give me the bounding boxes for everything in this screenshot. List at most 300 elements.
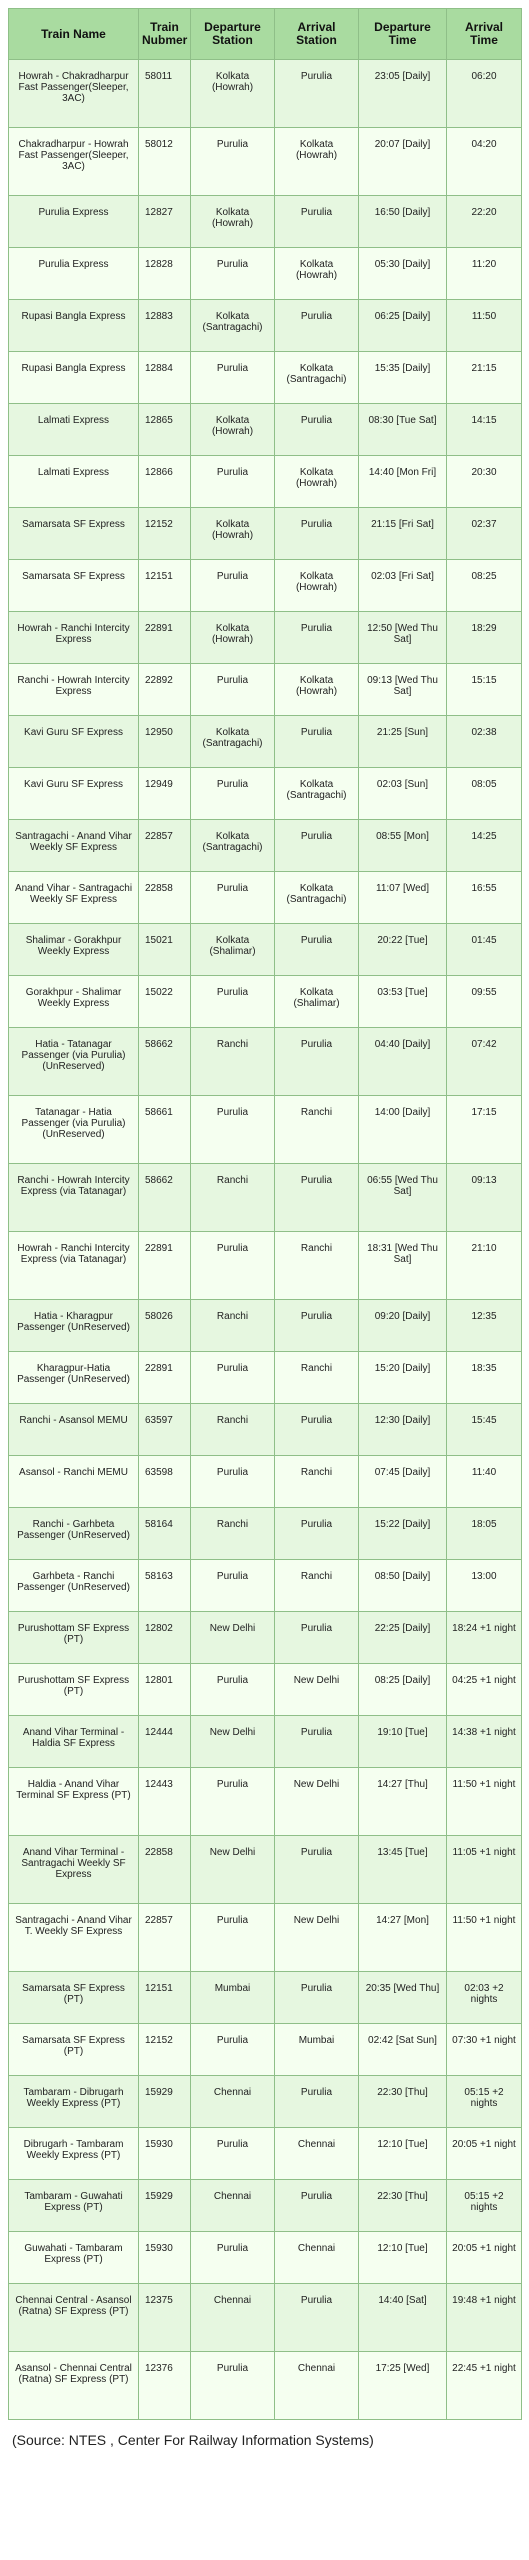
train-name-cell: Asansol - Ranchi MEMU bbox=[9, 1456, 139, 1508]
train-name-cell: Shalimar - Gorakhpur Weekly Express bbox=[9, 924, 139, 976]
table-row bbox=[9, 2232, 522, 2284]
departure-time-cell: 14:27 [Mon] bbox=[359, 1904, 447, 1972]
arrival-time-cell: 11:50 +1 night bbox=[447, 1904, 522, 1972]
arrival-station-cell: Ranchi bbox=[275, 1560, 359, 1612]
table-row bbox=[9, 508, 522, 560]
train-number-cell: 12801 bbox=[139, 1664, 191, 1716]
departure-station-cell: Purulia bbox=[191, 456, 275, 508]
table-row bbox=[9, 456, 522, 508]
table-row bbox=[9, 60, 522, 128]
train-name-cell: Lalmati Express bbox=[9, 456, 139, 508]
departure-station-cell: Kolkata (Howrah) bbox=[191, 196, 275, 248]
arrival-time-cell: 21:10 bbox=[447, 1232, 522, 1300]
train-name-cell: Garhbeta - Ranchi Passenger (UnReserved) bbox=[9, 1560, 139, 1612]
train-number-cell: 12152 bbox=[139, 508, 191, 560]
arrival-station-cell: Kolkata (Howrah) bbox=[275, 248, 359, 300]
train-name-cell: Ranchi - Howrah Intercity Express bbox=[9, 664, 139, 716]
train-number-cell: 15022 bbox=[139, 976, 191, 1028]
arrival-station-cell: Kolkata (Howrah) bbox=[275, 456, 359, 508]
arrival-time-cell: 18:05 bbox=[447, 1508, 522, 1560]
train-number-cell: 12883 bbox=[139, 300, 191, 352]
departure-time-cell: 06:55 [Wed Thu Sat] bbox=[359, 1164, 447, 1232]
table-row bbox=[9, 1300, 522, 1352]
departure-time-cell: 02:03 [Fri Sat] bbox=[359, 560, 447, 612]
arrival-time-cell: 20:05 +1 night bbox=[447, 2128, 522, 2180]
train-number-cell: 22857 bbox=[139, 820, 191, 872]
train-name-cell: Tatanagar - Hatia Passenger (via Purulia) (UnReserved) bbox=[9, 1096, 139, 1164]
train-number-cell: 58662 bbox=[139, 1164, 191, 1232]
table-row bbox=[9, 716, 522, 768]
departure-station-cell: Purulia bbox=[191, 2128, 275, 2180]
departure-time-cell: 22:30 [Thu] bbox=[359, 2076, 447, 2128]
departure-station-cell: Purulia bbox=[191, 1352, 275, 1404]
arrival-station-cell: Purulia bbox=[275, 1612, 359, 1664]
train-number-cell: 12865 bbox=[139, 404, 191, 456]
arrival-time-cell: 08:05 bbox=[447, 768, 522, 820]
header-row bbox=[9, 9, 522, 60]
table-row bbox=[9, 768, 522, 820]
departure-station-cell: Purulia bbox=[191, 1904, 275, 1972]
train-name-cell: Chakradharpur - Howrah Fast Passenger(Sleeper, 3AC) bbox=[9, 128, 139, 196]
table-row bbox=[9, 2284, 522, 2352]
departure-station-cell: Kolkata (Santragachi) bbox=[191, 716, 275, 768]
departure-station-cell: New Delhi bbox=[191, 1836, 275, 1904]
departure-time-cell: 09:13 [Wed Thu Sat] bbox=[359, 664, 447, 716]
departure-time-cell: 21:25 [Sun] bbox=[359, 716, 447, 768]
departure-time-cell: 22:30 [Thu] bbox=[359, 2180, 447, 2232]
train-name-cell: Samarsata SF Express bbox=[9, 508, 139, 560]
header-train-number: Train Nubmer bbox=[139, 9, 191, 60]
train-number-cell: 12376 bbox=[139, 2352, 191, 2420]
train-number-cell: 58662 bbox=[139, 1028, 191, 1096]
train-number-cell: 12152 bbox=[139, 2024, 191, 2076]
departure-time-cell: 19:10 [Tue] bbox=[359, 1716, 447, 1768]
departure-station-cell: Kolkata (Howrah) bbox=[191, 612, 275, 664]
train-name-cell: Kavi Guru SF Express bbox=[9, 768, 139, 820]
arrival-station-cell: Purulia bbox=[275, 1164, 359, 1232]
arrival-time-cell: 18:29 bbox=[447, 612, 522, 664]
table-row bbox=[9, 1836, 522, 1904]
arrival-station-cell: Purulia bbox=[275, 2076, 359, 2128]
train-name-cell: Howrah - Ranchi Intercity Express bbox=[9, 612, 139, 664]
arrival-time-cell: 02:37 bbox=[447, 508, 522, 560]
train-number-cell: 12866 bbox=[139, 456, 191, 508]
departure-time-cell: 14:27 [Thu] bbox=[359, 1768, 447, 1836]
arrival-time-cell: 14:25 bbox=[447, 820, 522, 872]
arrival-station-cell: Purulia bbox=[275, 196, 359, 248]
departure-station-cell: Purulia bbox=[191, 664, 275, 716]
table-row bbox=[9, 612, 522, 664]
table-row bbox=[9, 1716, 522, 1768]
train-name-cell: Santragachi - Anand Vihar Weekly SF Express bbox=[9, 820, 139, 872]
train-number-cell: 12828 bbox=[139, 248, 191, 300]
departure-time-cell: 12:50 [Wed Thu Sat] bbox=[359, 612, 447, 664]
arrival-time-cell: 09:55 bbox=[447, 976, 522, 1028]
departure-time-cell: 14:40 [Mon Fri] bbox=[359, 456, 447, 508]
train-number-cell: 12884 bbox=[139, 352, 191, 404]
table-row bbox=[9, 1456, 522, 1508]
arrival-time-cell: 02:38 bbox=[447, 716, 522, 768]
arrival-station-cell: New Delhi bbox=[275, 1664, 359, 1716]
departure-station-cell: Purulia bbox=[191, 768, 275, 820]
arrival-station-cell: Chennai bbox=[275, 2128, 359, 2180]
table-row bbox=[9, 1560, 522, 1612]
departure-time-cell: 07:45 [Daily] bbox=[359, 1456, 447, 1508]
arrival-time-cell: 18:24 +1 night bbox=[447, 1612, 522, 1664]
train-number-cell: 58661 bbox=[139, 1096, 191, 1164]
departure-time-cell: 11:07 [Wed] bbox=[359, 872, 447, 924]
train-number-cell: 12950 bbox=[139, 716, 191, 768]
arrival-time-cell: 04:20 bbox=[447, 128, 522, 196]
train-number-cell: 58026 bbox=[139, 1300, 191, 1352]
arrival-station-cell: Purulia bbox=[275, 2180, 359, 2232]
arrival-station-cell: Purulia bbox=[275, 716, 359, 768]
departure-time-cell: 12:10 [Tue] bbox=[359, 2232, 447, 2284]
train-name-cell: Gorakhpur - Shalimar Weekly Express bbox=[9, 976, 139, 1028]
arrival-time-cell: 21:15 bbox=[447, 352, 522, 404]
table-row bbox=[9, 1612, 522, 1664]
departure-time-cell: 15:35 [Daily] bbox=[359, 352, 447, 404]
departure-time-cell: 05:30 [Daily] bbox=[359, 248, 447, 300]
source-caption: (Source: NTES , Center For Railway Information Systems) bbox=[12, 2432, 374, 2448]
arrival-time-cell: 18:35 bbox=[447, 1352, 522, 1404]
arrival-station-cell: Purulia bbox=[275, 1028, 359, 1096]
departure-time-cell: 08:30 [Tue Sat] bbox=[359, 404, 447, 456]
train-name-cell: Santragachi - Anand Vihar T. Weekly SF Express bbox=[9, 1904, 139, 1972]
train-number-cell: 12151 bbox=[139, 560, 191, 612]
arrival-station-cell: Purulia bbox=[275, 2284, 359, 2352]
train-number-cell: 15930 bbox=[139, 2128, 191, 2180]
departure-time-cell: 15:22 [Daily] bbox=[359, 1508, 447, 1560]
departure-time-cell: 20:22 [Tue] bbox=[359, 924, 447, 976]
train-name-cell: Rupasi Bangla Express bbox=[9, 300, 139, 352]
train-name-cell: Purulia Express bbox=[9, 248, 139, 300]
arrival-time-cell: 17:15 bbox=[447, 1096, 522, 1164]
departure-time-cell: 15:20 [Daily] bbox=[359, 1352, 447, 1404]
departure-time-cell: 14:00 [Daily] bbox=[359, 1096, 447, 1164]
arrival-station-cell: Kolkata (Shalimar) bbox=[275, 976, 359, 1028]
train-name-cell: Samarsata SF Express bbox=[9, 560, 139, 612]
table-row bbox=[9, 1028, 522, 1096]
arrival-time-cell: 01:45 bbox=[447, 924, 522, 976]
train-name-cell: Haldia - Anand Vihar Terminal SF Express (PT) bbox=[9, 1768, 139, 1836]
table-row bbox=[9, 976, 522, 1028]
train-number-cell: 63598 bbox=[139, 1456, 191, 1508]
train-number-cell: 22858 bbox=[139, 1836, 191, 1904]
table-row bbox=[9, 664, 522, 716]
departure-time-cell: 23:05 [Daily] bbox=[359, 60, 447, 128]
train-name-cell: Purulia Express bbox=[9, 196, 139, 248]
header-arrival-time: Arrival Time bbox=[447, 9, 522, 60]
arrival-station-cell: Ranchi bbox=[275, 1232, 359, 1300]
arrival-station-cell: Kolkata (Santragachi) bbox=[275, 872, 359, 924]
train-name-cell: Kharagpur-Hatia Passenger (UnReserved) bbox=[9, 1352, 139, 1404]
departure-time-cell: 04:40 [Daily] bbox=[359, 1028, 447, 1096]
arrival-station-cell: Mumbai bbox=[275, 2024, 359, 2076]
arrival-time-cell: 15:45 bbox=[447, 1404, 522, 1456]
departure-time-cell: 20:07 [Daily] bbox=[359, 128, 447, 196]
train-number-cell: 12375 bbox=[139, 2284, 191, 2352]
departure-station-cell: Ranchi bbox=[191, 1508, 275, 1560]
arrival-station-cell: Kolkata (Santragachi) bbox=[275, 768, 359, 820]
departure-station-cell: Ranchi bbox=[191, 1300, 275, 1352]
train-name-cell: Anand Vihar Terminal - Santragachi Weekly SF Express bbox=[9, 1836, 139, 1904]
departure-station-cell: Kolkata (Howrah) bbox=[191, 404, 275, 456]
train-number-cell: 22891 bbox=[139, 612, 191, 664]
arrival-station-cell: Chennai bbox=[275, 2352, 359, 2420]
departure-station-cell: Ranchi bbox=[191, 1164, 275, 1232]
departure-station-cell: Chennai bbox=[191, 2180, 275, 2232]
arrival-station-cell: Purulia bbox=[275, 1300, 359, 1352]
train-name-cell: Ranchi - Garhbeta Passenger (UnReserved) bbox=[9, 1508, 139, 1560]
train-name-cell: Rupasi Bangla Express bbox=[9, 352, 139, 404]
arrival-station-cell: Purulia bbox=[275, 300, 359, 352]
arrival-time-cell: 04:25 +1 night bbox=[447, 1664, 522, 1716]
departure-time-cell: 03:53 [Tue] bbox=[359, 976, 447, 1028]
arrival-time-cell: 11:20 bbox=[447, 248, 522, 300]
arrival-station-cell: Purulia bbox=[275, 612, 359, 664]
train-number-cell: 12444 bbox=[139, 1716, 191, 1768]
train-number-cell: 12827 bbox=[139, 196, 191, 248]
arrival-station-cell: Ranchi bbox=[275, 1456, 359, 1508]
arrival-station-cell: Purulia bbox=[275, 508, 359, 560]
arrival-time-cell: 07:30 +1 night bbox=[447, 2024, 522, 2076]
train-name-cell: Ranchi - Asansol MEMU bbox=[9, 1404, 139, 1456]
table-row bbox=[9, 1664, 522, 1716]
train-number-cell: 15929 bbox=[139, 2076, 191, 2128]
train-number-cell: 22857 bbox=[139, 1904, 191, 1972]
arrival-station-cell: Purulia bbox=[275, 820, 359, 872]
table-row bbox=[9, 560, 522, 612]
departure-station-cell: Purulia bbox=[191, 560, 275, 612]
departure-time-cell: 22:25 [Daily] bbox=[359, 1612, 447, 1664]
departure-station-cell: Kolkata (Santragachi) bbox=[191, 300, 275, 352]
departure-station-cell: Purulia bbox=[191, 1456, 275, 1508]
arrival-time-cell: 12:35 bbox=[447, 1300, 522, 1352]
departure-station-cell: Purulia bbox=[191, 872, 275, 924]
arrival-station-cell: Purulia bbox=[275, 1404, 359, 1456]
header-arrival-station: Arrival Station bbox=[275, 9, 359, 60]
train-name-cell: Asansol - Chennai Central (Ratna) SF Express (PT) bbox=[9, 2352, 139, 2420]
train-name-cell: Samarsata SF Express (PT) bbox=[9, 2024, 139, 2076]
arrival-station-cell: Purulia bbox=[275, 1836, 359, 1904]
table-row bbox=[9, 1768, 522, 1836]
table-row bbox=[9, 1096, 522, 1164]
departure-station-cell: Purulia bbox=[191, 1560, 275, 1612]
departure-station-cell: Purulia bbox=[191, 1232, 275, 1300]
arrival-time-cell: 19:48 +1 night bbox=[447, 2284, 522, 2352]
departure-station-cell: Purulia bbox=[191, 2232, 275, 2284]
departure-time-cell: 08:50 [Daily] bbox=[359, 1560, 447, 1612]
train-name-cell: Chennai Central - Asansol (Ratna) SF Express (PT) bbox=[9, 2284, 139, 2352]
arrival-time-cell: 02:03 +2 nights bbox=[447, 1972, 522, 2024]
train-timetable bbox=[8, 8, 522, 2420]
departure-station-cell: Chennai bbox=[191, 2284, 275, 2352]
arrival-time-cell: 11:05 +1 night bbox=[447, 1836, 522, 1904]
train-number-cell: 12949 bbox=[139, 768, 191, 820]
arrival-time-cell: 13:00 bbox=[447, 1560, 522, 1612]
table-row bbox=[9, 2352, 522, 2420]
train-number-cell: 15021 bbox=[139, 924, 191, 976]
arrival-time-cell: 20:05 +1 night bbox=[447, 2232, 522, 2284]
arrival-station-cell: New Delhi bbox=[275, 1904, 359, 1972]
departure-time-cell: 13:45 [Tue] bbox=[359, 1836, 447, 1904]
arrival-time-cell: 07:42 bbox=[447, 1028, 522, 1096]
table-row bbox=[9, 248, 522, 300]
arrival-station-cell: Kolkata (Howrah) bbox=[275, 128, 359, 196]
train-number-cell: 58011 bbox=[139, 60, 191, 128]
train-number-cell: 22858 bbox=[139, 872, 191, 924]
train-name-cell: Purushottam SF Express (PT) bbox=[9, 1664, 139, 1716]
departure-station-cell: Kolkata (Howrah) bbox=[191, 60, 275, 128]
train-name-cell: Purushottam SF Express (PT) bbox=[9, 1612, 139, 1664]
table-row bbox=[9, 300, 522, 352]
table-row bbox=[9, 2180, 522, 2232]
table-row bbox=[9, 404, 522, 456]
train-name-cell: Dibrugarh - Tambaram Weekly Express (PT) bbox=[9, 2128, 139, 2180]
table-row bbox=[9, 1404, 522, 1456]
arrival-time-cell: 05:15 +2 nights bbox=[447, 2180, 522, 2232]
departure-time-cell: 08:25 [Daily] bbox=[359, 1664, 447, 1716]
table-row bbox=[9, 872, 522, 924]
table-header bbox=[9, 9, 522, 60]
train-number-cell: 58163 bbox=[139, 1560, 191, 1612]
table-row bbox=[9, 1508, 522, 1560]
train-name-cell: Guwahati - Tambaram Express (PT) bbox=[9, 2232, 139, 2284]
train-number-cell: 12802 bbox=[139, 1612, 191, 1664]
departure-time-cell: 17:25 [Wed] bbox=[359, 2352, 447, 2420]
arrival-time-cell: 11:40 bbox=[447, 1456, 522, 1508]
table-row bbox=[9, 1972, 522, 2024]
train-name-cell: Samarsata SF Express (PT) bbox=[9, 1972, 139, 2024]
arrival-station-cell: Kolkata (Howrah) bbox=[275, 664, 359, 716]
train-name-cell: Howrah - Chakradharpur Fast Passenger(Sleeper, 3AC) bbox=[9, 60, 139, 128]
departure-station-cell: Purulia bbox=[191, 976, 275, 1028]
arrival-time-cell: 22:20 bbox=[447, 196, 522, 248]
train-number-cell: 22891 bbox=[139, 1352, 191, 1404]
departure-time-cell: 06:25 [Daily] bbox=[359, 300, 447, 352]
departure-time-cell: 18:31 [Wed Thu Sat] bbox=[359, 1232, 447, 1300]
table-row bbox=[9, 1232, 522, 1300]
train-number-cell: 12151 bbox=[139, 1972, 191, 2024]
arrival-time-cell: 08:25 bbox=[447, 560, 522, 612]
arrival-time-cell: 05:15 +2 nights bbox=[447, 2076, 522, 2128]
departure-station-cell: Ranchi bbox=[191, 1404, 275, 1456]
departure-station-cell: Purulia bbox=[191, 248, 275, 300]
departure-station-cell: Purulia bbox=[191, 1664, 275, 1716]
table-row bbox=[9, 820, 522, 872]
train-number-cell: 58164 bbox=[139, 1508, 191, 1560]
train-name-cell: Hatia - Kharagpur Passenger (UnReserved) bbox=[9, 1300, 139, 1352]
arrival-station-cell: Purulia bbox=[275, 924, 359, 976]
arrival-station-cell: Ranchi bbox=[275, 1352, 359, 1404]
departure-time-cell: 14:40 [Sat] bbox=[359, 2284, 447, 2352]
train-name-cell: Ranchi - Howrah Intercity Express (via Tatanagar) bbox=[9, 1164, 139, 1232]
train-number-cell: 15929 bbox=[139, 2180, 191, 2232]
departure-time-cell: 20:35 [Wed Thu] bbox=[359, 1972, 447, 2024]
train-name-cell: Howrah - Ranchi Intercity Express (via Tatanagar) bbox=[9, 1232, 139, 1300]
train-name-cell: Anand Vihar - Santragachi Weekly SF Express bbox=[9, 872, 139, 924]
arrival-station-cell: Purulia bbox=[275, 1972, 359, 2024]
departure-time-cell: 16:50 [Daily] bbox=[359, 196, 447, 248]
table-row bbox=[9, 1352, 522, 1404]
departure-time-cell: 02:03 [Sun] bbox=[359, 768, 447, 820]
departure-station-cell: Purulia bbox=[191, 2024, 275, 2076]
train-number-cell: 58012 bbox=[139, 128, 191, 196]
arrival-station-cell: New Delhi bbox=[275, 1768, 359, 1836]
table-row bbox=[9, 2024, 522, 2076]
arrival-time-cell: 15:15 bbox=[447, 664, 522, 716]
arrival-station-cell: Purulia bbox=[275, 60, 359, 128]
arrival-time-cell: 06:20 bbox=[447, 60, 522, 128]
train-name-cell: Tambaram - Guwahati Express (PT) bbox=[9, 2180, 139, 2232]
departure-station-cell: Kolkata (Shalimar) bbox=[191, 924, 275, 976]
departure-station-cell: Mumbai bbox=[191, 1972, 275, 2024]
table-row bbox=[9, 2076, 522, 2128]
departure-station-cell: Kolkata (Howrah) bbox=[191, 508, 275, 560]
departure-time-cell: 21:15 [Fri Sat] bbox=[359, 508, 447, 560]
arrival-station-cell: Chennai bbox=[275, 2232, 359, 2284]
train-number-cell: 15930 bbox=[139, 2232, 191, 2284]
table-row bbox=[9, 2128, 522, 2180]
departure-time-cell: 08:55 [Mon] bbox=[359, 820, 447, 872]
departure-station-cell: Chennai bbox=[191, 2076, 275, 2128]
departure-station-cell: Purulia bbox=[191, 2352, 275, 2420]
arrival-time-cell: 14:15 bbox=[447, 404, 522, 456]
train-number-cell: 12443 bbox=[139, 1768, 191, 1836]
departure-station-cell: Purulia bbox=[191, 128, 275, 196]
arrival-time-cell: 20:30 bbox=[447, 456, 522, 508]
table-row bbox=[9, 352, 522, 404]
train-name-cell: Hatia - Tatanagar Passenger (via Purulia) (UnReserved) bbox=[9, 1028, 139, 1096]
table-row bbox=[9, 196, 522, 248]
arrival-station-cell: Purulia bbox=[275, 404, 359, 456]
arrival-station-cell: Kolkata (Howrah) bbox=[275, 560, 359, 612]
arrival-station-cell: Purulia bbox=[275, 1508, 359, 1560]
header-train-name: Train Name bbox=[9, 9, 139, 60]
train-number-cell: 22892 bbox=[139, 664, 191, 716]
arrival-time-cell: 14:38 +1 night bbox=[447, 1716, 522, 1768]
departure-station-cell: Kolkata (Santragachi) bbox=[191, 820, 275, 872]
train-name-cell: Tambaram - Dibrugarh Weekly Express (PT) bbox=[9, 2076, 139, 2128]
train-name-cell: Lalmati Express bbox=[9, 404, 139, 456]
departure-time-cell: 12:30 [Daily] bbox=[359, 1404, 447, 1456]
arrival-station-cell: Purulia bbox=[275, 1716, 359, 1768]
table-row bbox=[9, 128, 522, 196]
train-number-cell: 22891 bbox=[139, 1232, 191, 1300]
arrival-time-cell: 11:50 bbox=[447, 300, 522, 352]
arrival-time-cell: 09:13 bbox=[447, 1164, 522, 1232]
departure-station-cell: New Delhi bbox=[191, 1612, 275, 1664]
arrival-time-cell: 22:45 +1 night bbox=[447, 2352, 522, 2420]
departure-time-cell: 02:42 [Sat Sun] bbox=[359, 2024, 447, 2076]
table-row bbox=[9, 924, 522, 976]
header-departure-station: Departure Station bbox=[191, 9, 275, 60]
header-departure-time: Departure Time bbox=[359, 9, 447, 60]
arrival-time-cell: 11:50 +1 night bbox=[447, 1768, 522, 1836]
departure-station-cell: Purulia bbox=[191, 1768, 275, 1836]
table-row bbox=[9, 1904, 522, 1972]
arrival-station-cell: Kolkata (Santragachi) bbox=[275, 352, 359, 404]
arrival-station-cell: Ranchi bbox=[275, 1096, 359, 1164]
train-name-cell: Anand Vihar Terminal - Haldia SF Express bbox=[9, 1716, 139, 1768]
train-name-cell: Kavi Guru SF Express bbox=[9, 716, 139, 768]
departure-station-cell: New Delhi bbox=[191, 1716, 275, 1768]
departure-time-cell: 09:20 [Daily] bbox=[359, 1300, 447, 1352]
departure-station-cell: Purulia bbox=[191, 1096, 275, 1164]
arrival-time-cell: 16:55 bbox=[447, 872, 522, 924]
train-number-cell: 63597 bbox=[139, 1404, 191, 1456]
